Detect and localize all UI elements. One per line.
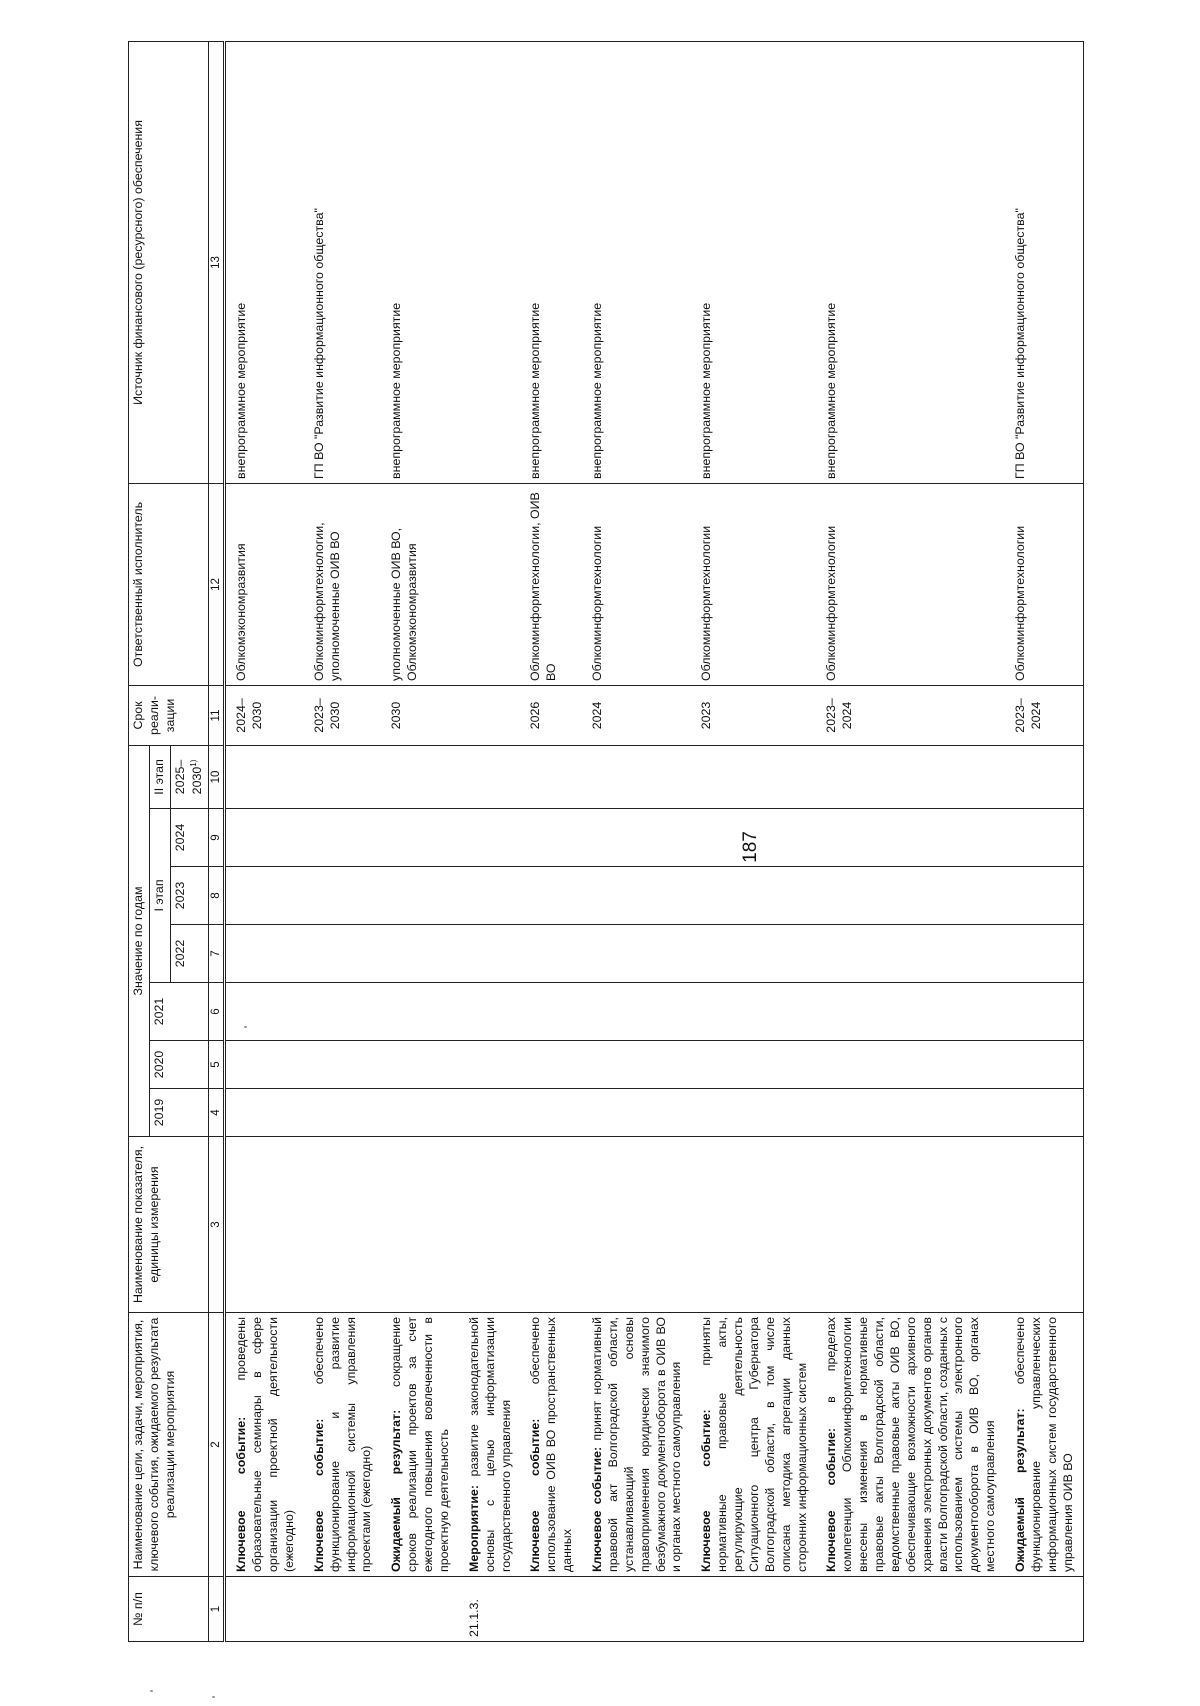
empty-value-cell — [520, 1041, 582, 1089]
empty-value-cell — [691, 1041, 816, 1089]
row-number-cell — [1005, 1577, 1083, 1642]
column-number-cell: 10 — [208, 745, 225, 808]
row-label: Мероприятие: — [466, 1485, 481, 1572]
row-description-cell — [816, 1313, 1005, 1577]
empty-value-cell — [381, 1041, 459, 1089]
row-text: развитие законодательной основы с целью информатизации государственного управления — [466, 1317, 513, 1572]
row-executor-cell: Облкоминформтехнологии — [816, 483, 1005, 685]
row-description-cell — [381, 1313, 459, 1577]
empty-value-cell — [816, 745, 1005, 808]
plan-table-rotated — [128, 42, 1098, 1642]
empty-value-cell — [225, 983, 304, 1041]
row-source-cell: ГП ВО "Развитие информационного общества" — [304, 41, 382, 483]
empty-value-cell — [225, 1089, 304, 1137]
table-row — [225, 41, 304, 1641]
empty-value-cell — [381, 1089, 459, 1137]
table-row — [691, 41, 816, 1641]
empty-value-cell — [691, 809, 816, 867]
row-number-cell — [225, 1577, 304, 1642]
row-executor-cell: Облкоминформтехнологии, уполномоченные ОИВ ВО — [304, 483, 382, 685]
row-executor-cell: Облкоминформтехнологии — [691, 483, 816, 685]
table-body — [225, 41, 1083, 1641]
row-number-cell — [816, 1577, 1005, 1642]
empty-value-cell — [691, 1137, 816, 1313]
empty-value-cell — [691, 867, 816, 925]
column-number-cell: 9 — [208, 809, 225, 867]
page-number: 187 — [739, 831, 761, 863]
header-year-2019: 2019 — [149, 1089, 208, 1137]
row-number-cell — [304, 1577, 382, 1642]
row-label: Ключевое событие: — [234, 1416, 249, 1572]
empty-value-cell — [459, 809, 521, 867]
empty-value-cell — [691, 1089, 816, 1137]
scan-speck — [212, 1696, 215, 1698]
empty-value-cell — [1005, 1137, 1083, 1313]
empty-value-cell — [691, 983, 816, 1041]
empty-value-cell — [520, 867, 582, 925]
column-number-cell: 5 — [208, 1041, 225, 1089]
empty-value-cell — [816, 1089, 1005, 1137]
empty-value-cell — [1005, 1089, 1083, 1137]
row-text: сокращение сроков реализации проектов за счет ежегодного повышения вовлеченности в проектную деятельность — [389, 1317, 451, 1572]
empty-value-cell — [582, 1041, 691, 1089]
row-source-cell: внепрограммное мероприятие — [520, 41, 582, 483]
row-description-cell — [1005, 1313, 1083, 1577]
row-period-cell — [459, 685, 521, 745]
empty-value-cell — [459, 1089, 521, 1137]
empty-value-cell — [520, 983, 582, 1041]
empty-value-cell — [582, 745, 691, 808]
empty-value-cell — [520, 809, 582, 867]
header-executor: Ответственный исполнитель — [129, 483, 209, 685]
empty-value-cell — [304, 1089, 382, 1137]
empty-value-cell — [304, 983, 382, 1041]
empty-value-cell — [816, 1041, 1005, 1089]
header-year-2023: 2023 — [170, 867, 208, 925]
column-number-cell: 6 — [208, 983, 225, 1041]
row-description-cell — [582, 1313, 691, 1577]
empty-value-cell — [381, 867, 459, 925]
empty-value-cell — [1005, 925, 1083, 983]
header-values-by-year: Значение по годам — [129, 745, 150, 1136]
row-executor-cell: Облкоминформтехнологии, ОИВ ВО — [520, 483, 582, 685]
header-year-2020: 2020 — [149, 1041, 208, 1089]
empty-value-cell — [381, 925, 459, 983]
header-source: Источник финансового (ресурсного) обеспечения — [129, 41, 209, 483]
header-stage-1: I этап — [149, 809, 170, 983]
row-text: проведены образовательные семинары в сфере организации проектной деятельности (ежегодно) — [234, 1317, 296, 1572]
empty-value-cell — [520, 745, 582, 808]
row-executor-cell — [459, 483, 521, 685]
empty-value-cell — [520, 1137, 582, 1313]
empty-value-cell — [381, 745, 459, 808]
row-text: обеспечено функционирование управленческих информационных систем государственного управления ОИВ ВО — [1013, 1317, 1075, 1572]
row-executor-cell: Облкоминформтехнологии — [1005, 483, 1083, 685]
empty-value-cell — [304, 809, 382, 867]
empty-value-cell — [304, 925, 382, 983]
table-header — [129, 41, 225, 1641]
row-executor-cell: Облкомэкономразвития — [225, 483, 304, 685]
column-number-cell: 3 — [208, 1137, 225, 1313]
column-number-cell: 8 — [208, 867, 225, 925]
row-description-cell — [520, 1313, 582, 1577]
table-row — [304, 41, 382, 1641]
row-executor-cell: Облкоминформтехнологии — [582, 483, 691, 685]
row-source-cell: внепрограммное мероприятие — [816, 41, 1005, 483]
empty-value-cell — [582, 867, 691, 925]
empty-value-cell — [459, 983, 521, 1041]
column-number-cell: 7 — [208, 925, 225, 983]
row-label: Ключевое событие: — [824, 1427, 839, 1572]
row-executor-cell: уполномоченные ОИВ ВО, Облкомэкономразвития — [381, 483, 459, 685]
row-description-cell — [459, 1313, 521, 1577]
empty-value-cell — [582, 983, 691, 1041]
header-year-2025-2030 — [170, 745, 208, 808]
empty-value-cell — [1005, 809, 1083, 867]
empty-value-cell — [304, 1137, 382, 1313]
header-period: Срок реали-зации — [129, 685, 209, 745]
empty-value-cell — [225, 1137, 304, 1313]
empty-value-cell — [459, 1041, 521, 1089]
column-number-cell: 11 — [208, 685, 225, 745]
empty-value-cell — [816, 1137, 1005, 1313]
row-label: Ожидаемый результат: — [389, 1409, 404, 1572]
header-indicator: Наименование показателя, единицы измерения — [129, 1137, 209, 1313]
empty-value-cell — [381, 1137, 459, 1313]
column-number-cell: 13 — [208, 41, 225, 483]
empty-value-cell — [691, 925, 816, 983]
footnote-mark: 1) — [188, 759, 198, 767]
empty-value-cell — [816, 867, 1005, 925]
header-year-2021: 2021 — [149, 983, 208, 1041]
empty-value-cell — [691, 745, 816, 808]
row-label: Ключевое событие: — [590, 1446, 605, 1572]
row-source-cell: внепрограммное мероприятие — [381, 41, 459, 483]
row-number-cell — [582, 1577, 691, 1642]
header-name: Наименование цели, задачи, мероприятия, ключевого события, ожидаемого результата реализации мероприятия — [129, 1313, 209, 1577]
row-text: приняты нормативные правовые акты, регулирующие деятельность Ситуационного центра Губернатора Волгоградской области, в том числе описана методика агрегации данных сторонних информационных систем — [699, 1317, 809, 1572]
empty-value-cell — [1005, 745, 1083, 808]
empty-value-cell — [582, 1137, 691, 1313]
empty-value-cell — [1005, 1041, 1083, 1089]
table-row — [381, 41, 459, 1641]
table-row — [459, 41, 521, 1641]
row-label: Ключевое событие: — [699, 1409, 714, 1572]
row-period-cell: 2023–2030 — [304, 685, 382, 745]
row-number-cell: 21.1.3. — [459, 1577, 521, 1642]
empty-value-cell — [582, 925, 691, 983]
empty-value-cell — [381, 809, 459, 867]
row-number-cell — [691, 1577, 816, 1642]
empty-value-cell — [225, 745, 304, 808]
empty-value-cell — [816, 925, 1005, 983]
column-number-row — [208, 41, 225, 1641]
empty-value-cell — [582, 809, 691, 867]
row-source-cell: ГП ВО "Развитие информационного общества" — [1005, 41, 1083, 483]
empty-value-cell — [459, 745, 521, 808]
row-period-cell: 2024–2030 — [225, 685, 304, 745]
row-source-cell — [459, 41, 521, 483]
row-text: обеспечено функционирование и развитие информационной системы управления проектами (ежегодно) — [311, 1317, 374, 1572]
row-description-cell — [225, 1313, 304, 1577]
row-source-cell: внепрограммное мероприятие — [691, 41, 816, 483]
empty-value-cell — [459, 1137, 521, 1313]
empty-value-cell — [520, 925, 582, 983]
empty-value-cell — [304, 1041, 382, 1089]
empty-value-cell — [381, 983, 459, 1041]
header-stage-2: II этап — [149, 745, 170, 808]
table-row — [582, 41, 691, 1641]
row-period-cell: 2023–2024 — [816, 685, 1005, 745]
column-number-cell: 12 — [208, 483, 225, 685]
row-source-cell: внепрограммное мероприятие — [582, 41, 691, 483]
plan-table — [128, 41, 1084, 1642]
empty-value-cell — [459, 867, 521, 925]
row-label: Ожидаемый результат: — [1013, 1408, 1028, 1572]
row-source-cell: внепрограммное мероприятие — [225, 41, 304, 483]
row-text: принят нормативный правовой акт Волгоградской области, устанавливающий основы правоприменения юридически значимого безбумажного документооборота в ОИВ ВО и органах местного самоуправления — [590, 1317, 684, 1572]
row-label: Ключевое событие: — [311, 1418, 326, 1572]
empty-value-cell — [225, 1041, 304, 1089]
column-number-cell: 2 — [208, 1313, 225, 1577]
row-description-cell — [691, 1313, 816, 1577]
row-number-cell — [381, 1577, 459, 1642]
header-year-2025-2030-label: 2025–2030 — [172, 759, 204, 795]
empty-value-cell — [1005, 983, 1083, 1041]
empty-value-cell — [225, 925, 304, 983]
scan-speck — [150, 1690, 153, 1692]
row-period-cell: 2023 — [691, 685, 816, 745]
empty-value-cell — [225, 867, 304, 925]
row-period-cell: 2026 — [520, 685, 582, 745]
empty-value-cell — [816, 809, 1005, 867]
header-year-2022: 2022 — [170, 925, 208, 983]
row-description-cell — [304, 1313, 382, 1577]
empty-value-cell — [520, 1089, 582, 1137]
row-period-cell: 2023–2024 — [1005, 685, 1083, 745]
empty-value-cell — [582, 1089, 691, 1137]
table-row — [1005, 41, 1083, 1641]
empty-value-cell — [459, 925, 521, 983]
empty-value-cell — [1005, 867, 1083, 925]
table-row — [816, 41, 1005, 1641]
row-label: Ключевое событие: — [528, 1418, 543, 1572]
table-row — [520, 41, 582, 1641]
row-text: в пределах компетенции Облкоминформтехнологии внесены изменения в нормативные правовые акты Волгоградской области, ведомственные правовые акты ОИВ ВО, обеспечивающие возможности архивного хранения электронных документов органов власти Волгоградской области, созданных с использованием системы электронного документооборота в ОИВ ВО, органах местного самоуправления — [824, 1317, 998, 1572]
column-number-cell: 1 — [208, 1577, 225, 1642]
empty-value-cell — [816, 983, 1005, 1041]
empty-value-cell — [225, 809, 304, 867]
header-num: № п/п — [129, 1577, 209, 1642]
column-number-cell: 4 — [208, 1089, 225, 1137]
header-year-2024: 2024 — [170, 809, 208, 867]
row-number-cell — [520, 1577, 582, 1642]
row-text: обеспечено использование ОИВ ВО пространственных данных — [528, 1317, 575, 1572]
empty-value-cell — [304, 867, 382, 925]
row-period-cell: 2030 — [381, 685, 459, 745]
empty-value-cell — [304, 745, 382, 808]
row-period-cell: 2024 — [582, 685, 691, 745]
